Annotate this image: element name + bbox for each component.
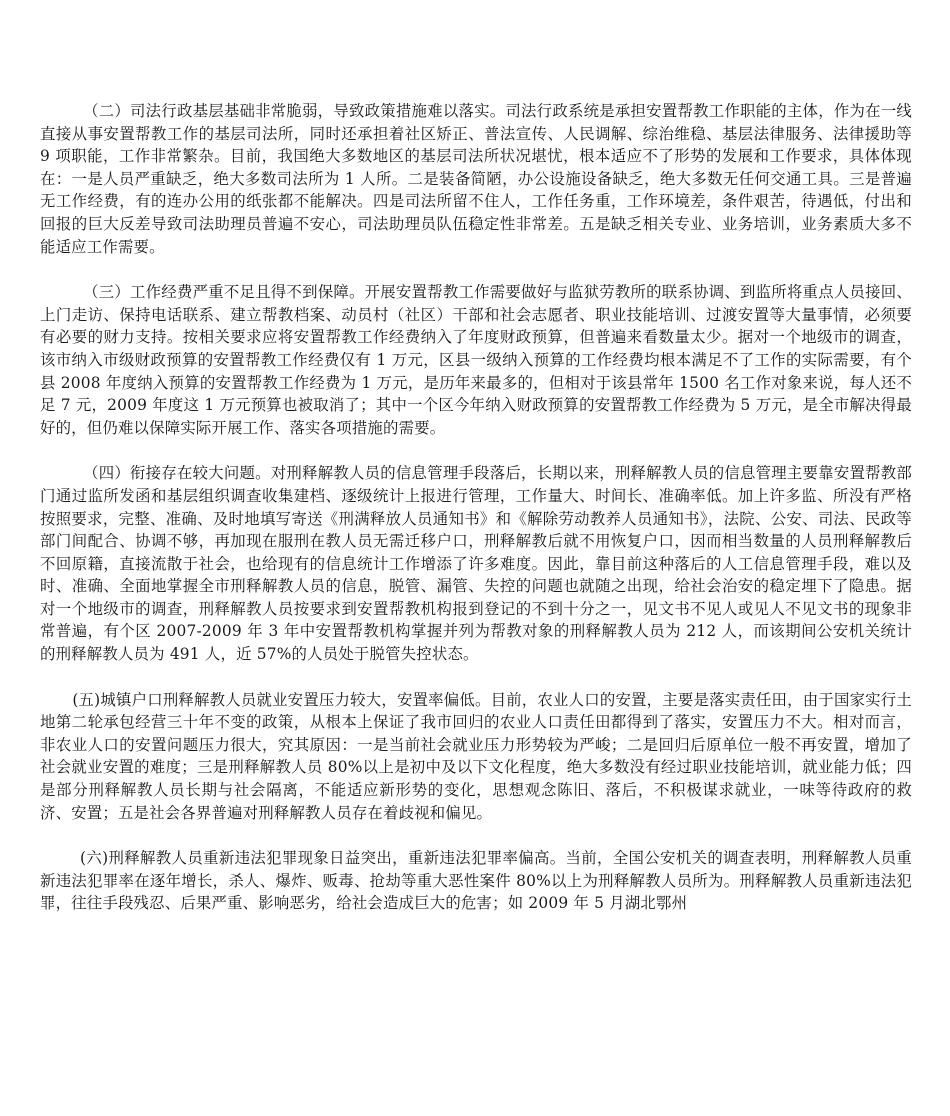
paragraph-judicial-administration: （二）司法行政基层基础非常脆弱，导致政策措施难以落实。司法行政系统是承担安置帮教工作职能的主体，作为在一线直接从事安置帮教工作的基层司法所，同时还承担着社区矫正、普法宣传、人民调解、综治维稳、基层法律服务、法律援助等 9 项职能，工作非常繁杂。目前，我国绝大多数地区的基层司法所状况堪忧，根本适应不了形势的发展和工作要求，具体体现在：一是人员严重缺乏，绝大多数司法所为 1 人所。二是装备简陋，办公设施设备缺乏，绝大多数无任何交通工具。三是普遍无工作经费，有的连办公用的纸张都不能解决。四是司法所留不住人，工作任务重，工作环境差，条件艰苦，待遇低，付出和回报的巨大反差导致司法助理员普遍不安心，司法助理员队伍稳定性非常差。五是缺乏相关专业、业务培训，业务素质大多不能适应工作需要。: [40, 102, 912, 256]
paragraph-information-handover: （四）衔接存在较大问题。对刑释解教人员的信息管理手段落后，长期以来，刑释解教人员的信息管理主要靠安置帮教部门通过监所发函和基层组织调查收集建档、逐级统计上报进行管理，工作量大、时间长、准确率低。加上许多监、所没有严格按照要求，完整、准确、及时地填写寄送《刑满释放人员通知书》和《解除劳动教养人员通知书》，法院、公安、司法、民政等部门间配合、协调不够，再加现在服刑在教人员无需迁移户口，刑释解教后就不用恢复户口，因而相当数量的人员刑释解教后不回原籍，直接流散于社会，也给现有的信息统计工作增添了许多难度。因此，靠目前这种落后的人工信息管理手段，难以及时、准确、全面地掌握全市刑释解教人员的信息，脱管、漏管、失控的问题也就随之出现，给社会治安的稳定埋下了隐患。据对一个地级市的调查，刑释解教人员按要求到安置帮教机构报到登记的不到十分之一，见文书不见人或见人不见文书的现象非常普遍，有个区 2007-2009 年 3 年中安置帮教机构掌握并列为帮教对象的刑释解教人员为 212 人，而该期间公安机关统计的刑释解教人员为 491 人，近 57%的人员处于脱管失控状态。: [40, 464, 912, 664]
paragraph-reoffending: (六)刑释解教人员重新违法犯罪现象日益突出，重新违法犯罪率偏高。当前，全国公安机关的调查表明，刑释解教人员重新违法犯罪率在逐年增长，杀人、爆炸、贩毒、抢劫等重大恶性案件 80%以上为刑释解教人员所为。刑释解教人员重新违法犯罪，往往手段残忍、后果严重、影响恶劣，给社会造成巨大的危害；如 2009 年 5 月湖北鄂州: [40, 849, 912, 913]
document-body: [40, 100, 912, 938]
paragraph-employment-placement: (五)城镇户口刑释解教人员就业安置压力较大，安置率偏低。目前，农业人口的安置，主要是落实责任田，由于国家实行土地第二轮承包经营三十年不变的政策，从根本上保证了我市回归的农业人口责任田都得到了落实，安置压力不大。相对而言，非农业人口的安置问题压力很大，究其原因：一是当前社会就业压力形势较为严峻；二是回归后原单位一般不再安置，增加了社会就业安置的难度；三是刑释解教人员 80%以上是初中及以下文化程度，绝大多数没有经过职业技能培训，就业能力低；四是部分刑释解教人员长期与社会隔离，不能适应新形势的变化，思想观念陈旧、落后，不积极谋求就业，一味等待政府的救济、安置；五是社会各界普遍对刑释解教人员存在着歧视和偏见。: [40, 690, 912, 822]
paragraph-funding-shortage: （三）工作经费严重不足且得不到保障。开展安置帮教工作需要做好与监狱劳教所的联系协调、到监所将重点人员接回、上门走访、保持电话联系、建立帮教档案、动员村（社区）干部和社会志愿者、职业技能培训、过渡安置等大量事情，必须要有必要的财力支持。按相关要求应将安置帮教工作经费纳入了年度财政预算，但普遍来看数量太少。据对一个地级市的调查，该市纳入市级财政预算的安置帮教工作经费仅有 1 万元，区县一级纳入预算的工作经费均根本满足不了工作的实际需要，有个县 2008 年度纳入预算的安置帮教工作经费为 1 万元，是历年来最多的，但相对于该县常年 1500 名工作对象来说，每人还不足 7 元，2009 年度这 1 万元预算也被取消了；其中一个区今年纳入财政预算的安置帮教工作经费为 5 万元，是全市解决得最好的，但仍难以保障实际开展工作、落实各项措施的需要。: [40, 283, 912, 437]
